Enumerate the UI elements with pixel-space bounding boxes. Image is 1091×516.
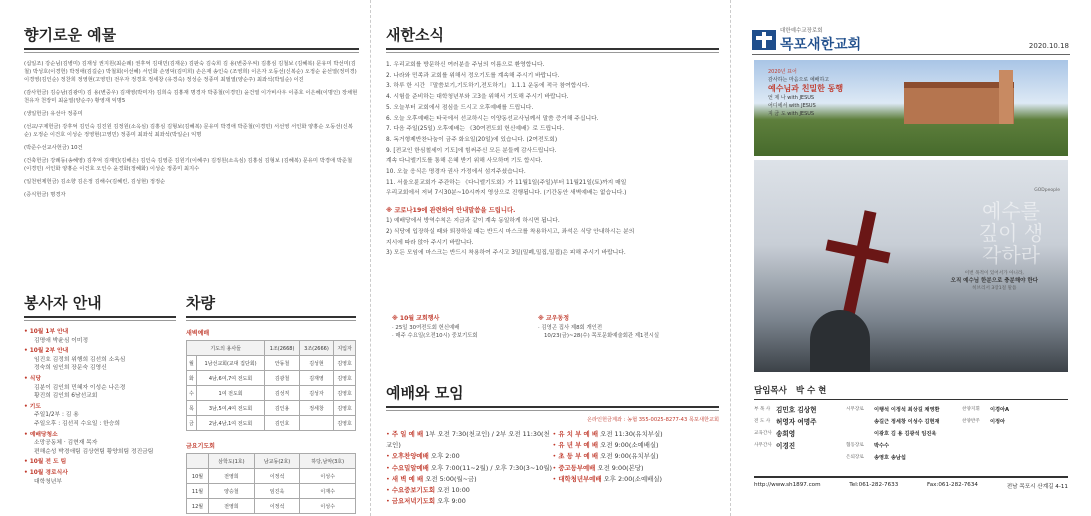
- staff-role: 은퇴장로: [846, 455, 864, 460]
- verse-main: 오직 예수님 한분으로 충분해야 한다: [950, 277, 1038, 284]
- table-header-cell: 삼학도(1호): [209, 454, 255, 469]
- worship-item: [553, 463, 720, 474]
- table-cell: 이정석: [254, 499, 300, 514]
- dawn-vehicle-table: [186, 340, 356, 431]
- table-header-cell: 남교동(2호): [254, 454, 300, 469]
- volunteer-names: 주일오후 : 김선직 수요일 : 한승희: [34, 420, 120, 427]
- worship-schedule-right: [553, 429, 720, 507]
- worship-title: 예배와 모임: [386, 382, 719, 408]
- table-cell: 김인호: [265, 416, 299, 431]
- staff-role: 찬양지휘: [962, 407, 980, 412]
- verse-line: 이번 목적이 있어서가 아니라,: [964, 271, 1024, 276]
- table-cell: 목: [187, 401, 197, 416]
- table-cell: 김성직: [265, 386, 299, 401]
- table-header-cell: 1조(2668): [265, 341, 299, 356]
- volunteer-names: 편해순성 박경애팀 김상현팀 황양희팀 정진금팀: [34, 448, 154, 455]
- news-item: 7. 다음 주일(25일) 오후예배는 《30여전도회 헌신예배》로 드립니다.: [386, 126, 565, 133]
- worship-time: 오후 9:00: [437, 497, 466, 506]
- worship-item: [386, 429, 553, 451]
- member-news-item: · 김영곤 집사 제8회 개인전: [538, 324, 603, 331]
- news-item: 4. 시험을 준비하는 대학청년부와 고3을 위해서 기도해 주시기 바랍니다.: [386, 94, 569, 101]
- friday-prayer-label: 금요기도회: [186, 443, 215, 450]
- table-cell: 이성수: [300, 469, 356, 484]
- worship-item: [386, 474, 553, 485]
- worship-item: [553, 440, 720, 451]
- table-cell: 3남,5여,4여 전도회: [196, 401, 265, 416]
- table-cell: 4남,6여,7여 전도회: [196, 371, 265, 386]
- covid-notice-item: 2) 식당에 입장하실 때와 퇴장하실 때는 반드시 마스크를 착용하시고, 좌석은 식당 안내하시는 분의: [386, 228, 635, 235]
- slogan-main: 예수님과 친밀한 동행: [768, 84, 844, 93]
- church-events: [392, 315, 542, 341]
- volunteer-names: 주일1/2부 : 김 용: [34, 412, 79, 419]
- volunteer-names: 대학청년부: [34, 478, 62, 485]
- table-cell: 1여 전도회: [196, 386, 265, 401]
- cover-watermark: 예수를 깊이 생각하라: [978, 199, 1044, 267]
- table-row: [187, 401, 356, 416]
- table-cell: 임진욱: [254, 484, 300, 499]
- staff-row: [962, 404, 1068, 416]
- staff-name: 송희영: [776, 430, 796, 438]
- table-row: [187, 386, 356, 401]
- volunteer-group-title: • 10월 경로식사: [24, 469, 176, 478]
- worship-time: 오후 7:00(11~2월) / 오후 7:30(3~10월): [430, 463, 553, 472]
- address: 전남 목포시 산계길 4-11: [1006, 484, 1068, 490]
- offering-entry: (박준수선교사헌금) 10건: [24, 145, 83, 151]
- staff-name: 허영자 여명주: [776, 418, 817, 426]
- staff-row: [754, 428, 846, 440]
- church-tower: [999, 70, 1013, 124]
- volunteers-section: [24, 292, 176, 486]
- table-header-cell: 3조(2666): [299, 341, 333, 356]
- senior-pastor: [754, 384, 1068, 400]
- volunteers-list: [24, 328, 176, 486]
- church-logo: [752, 26, 861, 54]
- table-cell: 정세창: [299, 401, 333, 416]
- table-cell: 10월: [187, 469, 209, 484]
- staff-row: [754, 440, 846, 452]
- worship-time: 1부 오전 7:30(천교인) / 2부 오전 11:30(천교인): [386, 430, 550, 450]
- volunteer-names: 정숙희 임인희 장문숙 김영신: [34, 365, 107, 372]
- cover-brand: GODpeople: [1034, 188, 1060, 193]
- news-item: 8. 독거형제반찬나눔이 금주 화요일(20일)에 있습니다. (2여전도회): [386, 136, 558, 143]
- dawn-service-label: 새벽예배: [186, 330, 210, 337]
- worship-name: 유 년 부 예 배: [558, 441, 599, 450]
- offering-entry: (십일조) 강순님(김병미) 김재성 권지원(최순례) 권후억 김대민(김재운) 김판숙 김숙희 김 용(변중우씨) 김홍심 김철보 (김혜복) 문유미 박선미(김 철) 박성호(이경헌) 박정애(김길순) 박철회(이선혜) 서인화 손영덕(김미희) 손은재 송인숙 (조영희) 이은자 오동선(신복순) 오정순 윤선열(정미경) 이경영(김인순) 정찬희 정영현(고영민) 전우자 정경호 정세창 (유경숙) 정성순 정종미 최필열(양순주) 최좌석(박일순) 이진: [24, 61, 357, 83]
- news-section: [386, 24, 719, 259]
- worship-item: [553, 451, 720, 462]
- staff-role: 전 도 사: [754, 419, 771, 424]
- staff-name: 이경아A: [990, 407, 1010, 413]
- volunteer-names: 황진희 김인희 6남선교회: [34, 393, 98, 400]
- table-cell: 금: [187, 416, 197, 431]
- pastor-label: 담임목사: [754, 386, 787, 396]
- news-item: 우리교회에서 저녁 7시30분~10시까지 영상으로 진행됩니다. (기간동안 새벽예배는 없습니다.): [386, 190, 627, 197]
- staff-row: [754, 404, 846, 416]
- worship-name: 수요밀알예배: [391, 463, 429, 472]
- table-row: [187, 469, 356, 484]
- worship-item: [386, 463, 553, 474]
- staff-name: 김민호 김상현: [776, 406, 817, 414]
- table-header-cell: 기도의 용사들: [187, 341, 265, 356]
- worship-name: 금요저녁기도회: [391, 497, 436, 506]
- slogan-line: 감사하는 마음으로 예배하고: [768, 77, 830, 83]
- news-item: 11. 서울오륜교회가 주관하는 《다니엘기도회》가 11월1일(주일)부터 11월21일(토)까지 매일: [386, 179, 627, 186]
- staff-row: [846, 416, 962, 428]
- table-cell: 이정석: [254, 469, 300, 484]
- table-cell: 수: [187, 386, 197, 401]
- news-list: [386, 60, 719, 199]
- volunteer-names: 소망공동체 · 김현재 목자: [34, 440, 98, 447]
- table-cell: 11월: [187, 484, 209, 499]
- staff-name: 박수수: [874, 443, 890, 449]
- worship-item: [386, 451, 553, 462]
- news-item: 5. 오늘부터 교회에서 점심을 드시고 오후예배를 드립니다.: [386, 104, 534, 111]
- table-header-row: [187, 341, 356, 356]
- vehicle-section: [186, 292, 356, 514]
- cover-verse: [951, 270, 1038, 293]
- worship-schedule-left: [386, 429, 553, 507]
- staff-row: [846, 428, 962, 440]
- offerings-section: [24, 24, 359, 204]
- staff-role: 부 목 사: [754, 407, 771, 412]
- covid-notice-title: ※ 코로나19에 관련하여 안내말씀을 드립니다.: [386, 207, 516, 215]
- music-column: [962, 404, 1068, 464]
- worship-time: 오전 9:00(유치부실): [600, 452, 659, 461]
- online-offering-account: 온라인헌금계좌 : 농협 355-0025-8277-43 목포새한교회: [586, 417, 719, 423]
- staff-role: 시무장로: [846, 407, 864, 412]
- table-cell: 월: [187, 356, 197, 371]
- staff-name: 이행석 이정석 최상길 채영환: [874, 407, 940, 413]
- phone-number: Tel:061-282-7633: [849, 482, 899, 488]
- worship-name: 초 등 부 예 배: [558, 452, 599, 461]
- year-slogan: [768, 68, 843, 118]
- worship-item: [386, 485, 553, 496]
- staff-row: [846, 404, 962, 416]
- staff-name: 이광호 김 용 김광석 임진욱: [874, 431, 937, 437]
- worship-item: [553, 474, 720, 485]
- worship-section: [386, 382, 719, 507]
- worship-name: 오후찬양예배: [391, 452, 429, 461]
- table-cell: 양승철: [209, 484, 255, 499]
- staff-row: [846, 452, 962, 464]
- church-name: 목포새한교회: [780, 37, 862, 53]
- worship-time: 오전 11:30(유치부실): [600, 430, 663, 438]
- news-item: 3. 하루 한 시간 『말씀보기,기도하기,전도하기』 1.1.1 운동에 적극 참여합시다.: [386, 83, 590, 90]
- offering-entry: (건축헌금) 강례동(송혜영) 김후억 김재민(김해은) 김인숙 김영준 김원기(이혜주) 김정원(소옥심) 김홍심 김형보 (김혜복) 문유미 박경애 박준철(이경민) 서인화 양홍순 이건호 오인수 윤경화(정혜화) 이성순 정종미 최지수: [24, 158, 353, 172]
- covid-notice-item: 지시에 따라 앉아 주시기 바랍니다.: [386, 239, 474, 246]
- covid-notice-list: [386, 216, 719, 259]
- staff-name: 이경진: [776, 442, 796, 450]
- staff-name: 이정아: [990, 419, 1006, 425]
- table-cell: [299, 416, 333, 431]
- table-row: [187, 484, 356, 499]
- news-item: 1. 우리교회를 방문하신 여러분을 주님의 이름으로 환영합니다.: [386, 62, 545, 68]
- table-cell: 김성현: [299, 356, 333, 371]
- table-cell: 이재수: [300, 484, 356, 499]
- fax-number: Fax:061-282-7634: [927, 482, 978, 488]
- member-news: [538, 315, 688, 341]
- table-cell: 김영호: [334, 386, 356, 401]
- offering-entry: (생일헌금) 유선아 정종미: [24, 111, 83, 117]
- slogan-sub: 어디에서 with JESUS: [768, 103, 816, 109]
- news-item: 10. 오늘 응식은 명경자 권사 가정에서 섬겨주셨습니다.: [386, 169, 526, 176]
- member-news-item: 10/23(금)~28(수) 목포문화예술회관 제1전시실: [544, 333, 660, 339]
- table-cell: 2남,4남,1여 전도회: [196, 416, 265, 431]
- cross-logo-icon: [752, 30, 776, 50]
- table-row: [187, 499, 356, 514]
- staff-row: [846, 440, 962, 452]
- staff-name: 송길근 정세창 이성수 김현재: [874, 419, 940, 425]
- worship-item: [386, 496, 553, 507]
- table-cell: 김영호: [334, 401, 356, 416]
- table-header-cell: [187, 454, 209, 469]
- table-row: [187, 356, 356, 371]
- elders-column: [846, 404, 962, 464]
- worship-time: 오전 9:00(본당): [597, 463, 644, 472]
- divider: [752, 54, 1070, 55]
- church-photo: [754, 60, 1068, 156]
- staff-list: [754, 404, 1068, 464]
- footer: [754, 476, 1068, 490]
- news-item: 계속 다니엘기도를 통해 은혜 받기 위해 사모하며 기도 합시다.: [386, 158, 543, 165]
- news-title: 새한소식: [386, 24, 719, 50]
- worship-item: [553, 429, 720, 440]
- worship-time: 오후 2:00(소예배실): [603, 474, 662, 483]
- worship-time: 오전 9:00(소예배실): [600, 441, 659, 450]
- denomination-name: 대한예수교장로회: [780, 28, 823, 34]
- table-header-row: [187, 454, 356, 469]
- offerings-list: [24, 60, 359, 199]
- table-cell: 김영호: [334, 416, 356, 431]
- table-cell: 김인용: [265, 401, 299, 416]
- table-cell: 김광철: [265, 371, 299, 386]
- verse-ref: 히브리서 3장1절 말씀: [972, 286, 1017, 291]
- worship-name: 유 치 부 예 배: [558, 430, 599, 438]
- offerings-title: 향기로운 예물: [24, 24, 359, 50]
- news-item: 6. 오늘 오후예배는 타국에서 선교하시는 이양동선교사님께서 말씀 증거해 주십니다.: [386, 115, 599, 122]
- volunteer-group-title: • 기도: [24, 403, 176, 412]
- table-cell: 김영호: [334, 356, 356, 371]
- worship-name: 수요중보기도회: [391, 486, 436, 495]
- staff-role: [846, 428, 874, 440]
- church-event-item: · 25일 30여전도회 헌신예배: [392, 324, 460, 331]
- worship-name: 주 일 예 배: [391, 430, 424, 438]
- staff-role: 찬양반주: [962, 419, 980, 424]
- staff-row: [962, 416, 1068, 428]
- staff-row: [754, 416, 846, 428]
- worship-name: 중고등부예배: [558, 463, 596, 472]
- offering-entry: (감사헌금) 김승남(김광미) 김 용(변중우) 김재영(박미자) 김희숙 김홍재 명경자 박종철(이경민) 윤건열 이가비사우 이종호 이은혜(이명인) 장채현 천유자 천장미 최윤열(양순주) 황영재 익명5: [24, 90, 358, 104]
- staff-role: 교육간사: [754, 431, 772, 436]
- table-header-cell: 하당,남악(3호): [300, 454, 356, 469]
- volunteer-group-title: • 10월 2부 안내: [24, 347, 176, 356]
- staff-role: 사무간사: [754, 443, 772, 448]
- vehicle-title: 차량: [186, 292, 356, 318]
- volunteer-group-title: • 식당: [24, 375, 176, 384]
- worship-name: 새 벽 예 배: [391, 474, 424, 483]
- news-item: 9. [전교인 한심철세이 기도]에 힘써주신 모든 분들께 감사드립니다.: [386, 147, 557, 154]
- volunteers-title: 봉사자 안내: [24, 292, 176, 318]
- offering-entry: (일천번제헌금) 김소향 김은정 김해수(김혜린, 김성현) 정정순: [24, 179, 166, 185]
- offering-entry: (증식헌금) 명경자: [24, 192, 66, 198]
- staff-role: 협동장로: [846, 443, 864, 448]
- volunteer-names: 김명애 박윤심 이미정: [34, 337, 89, 344]
- staff-role: [846, 416, 874, 428]
- worship-name: 대학청년부예배: [558, 474, 602, 483]
- hand-silhouette: [810, 310, 870, 372]
- table-cell: 전영희: [209, 469, 255, 484]
- volunteer-group-title: • 10월 전 도 팀: [24, 458, 176, 467]
- slogan-year: 2020년 표어: [768, 69, 797, 75]
- staff-column: [754, 404, 846, 464]
- worship-time: 오전 10:00: [437, 486, 470, 495]
- church-event-item: · 매주 수요일(오전10시) 중보기도회: [392, 333, 478, 339]
- volunteer-group-title: • 예배당청소: [24, 431, 176, 440]
- staff-name: 송영호 송남섭: [874, 455, 906, 461]
- church-building: [904, 82, 1014, 124]
- table-header-cell: 지입자: [334, 341, 356, 356]
- friday-vehicle-table: [186, 453, 356, 514]
- table-row: [187, 416, 356, 431]
- offering-entry: (선교/구제헌금) 강후억 김인숙 김진원 김정원(소옥심) 김홍심 김형보(김혜복) 문유미 박경애 박준철(이경민) 서선영 서인화 양홍순 오동선(신복순) 오정순 이건호 이성순 정영현(고영민) 정종미 최좌석 최좌석(박일순) 익명: [24, 124, 353, 138]
- cover-image: [754, 160, 1068, 372]
- table-cell: 김성자: [299, 386, 333, 401]
- church-events-title: ※ 10월 교회행사: [392, 315, 440, 322]
- table-cell: 1남선교회(교대 집단회): [196, 356, 265, 371]
- table-cell: 이성수: [300, 499, 356, 514]
- worship-time: 오전 5:00(월~금): [425, 474, 477, 483]
- worship-time: 오후 2:00: [430, 452, 460, 461]
- table-cell: 김영호: [334, 371, 356, 386]
- covid-notice-item: 3) 모든 모임에 마스크는 반드시 착용하여 주시고 3밀(밀폐,밀집,밀접)은 피해 주시기 바랍니다.: [386, 250, 626, 257]
- pastor-name: 박 수 현: [795, 386, 827, 396]
- member-news-title: ※ 교우동정: [538, 315, 570, 322]
- table-cell: 김재영: [299, 371, 333, 386]
- table-cell: 안동철: [265, 356, 299, 371]
- table-row: [187, 371, 356, 386]
- table-cell: 화: [187, 371, 197, 386]
- volunteer-names: 임진호 김정희 위행희 김선희 소옥심: [34, 356, 126, 363]
- slogan-sub: 지 금 도 with JESUS: [768, 111, 815, 117]
- covid-notice-item: 1) 예배당에서 방역수칙은 지금과 같이 계속 동일하게 하시면 됩니다.: [386, 218, 560, 225]
- website-link[interactable]: http://www.sh1897.com: [754, 482, 821, 488]
- table-cell: 전영희: [209, 499, 255, 514]
- volunteer-names: 김분이 김인희 민혜자 이성순 나은경: [34, 384, 126, 391]
- news-item: 2. 나라와 민족과 교회를 위해서 정오기도를 계속해 주시기 바랍니다.: [386, 72, 560, 79]
- volunteer-group-title: • 10월 1부 안내: [24, 328, 176, 337]
- table-cell: 12월: [187, 499, 209, 514]
- slogan-sub: 언 제 나 with JESUS: [768, 95, 815, 101]
- bulletin-date: 2020.10.18: [1028, 42, 1069, 50]
